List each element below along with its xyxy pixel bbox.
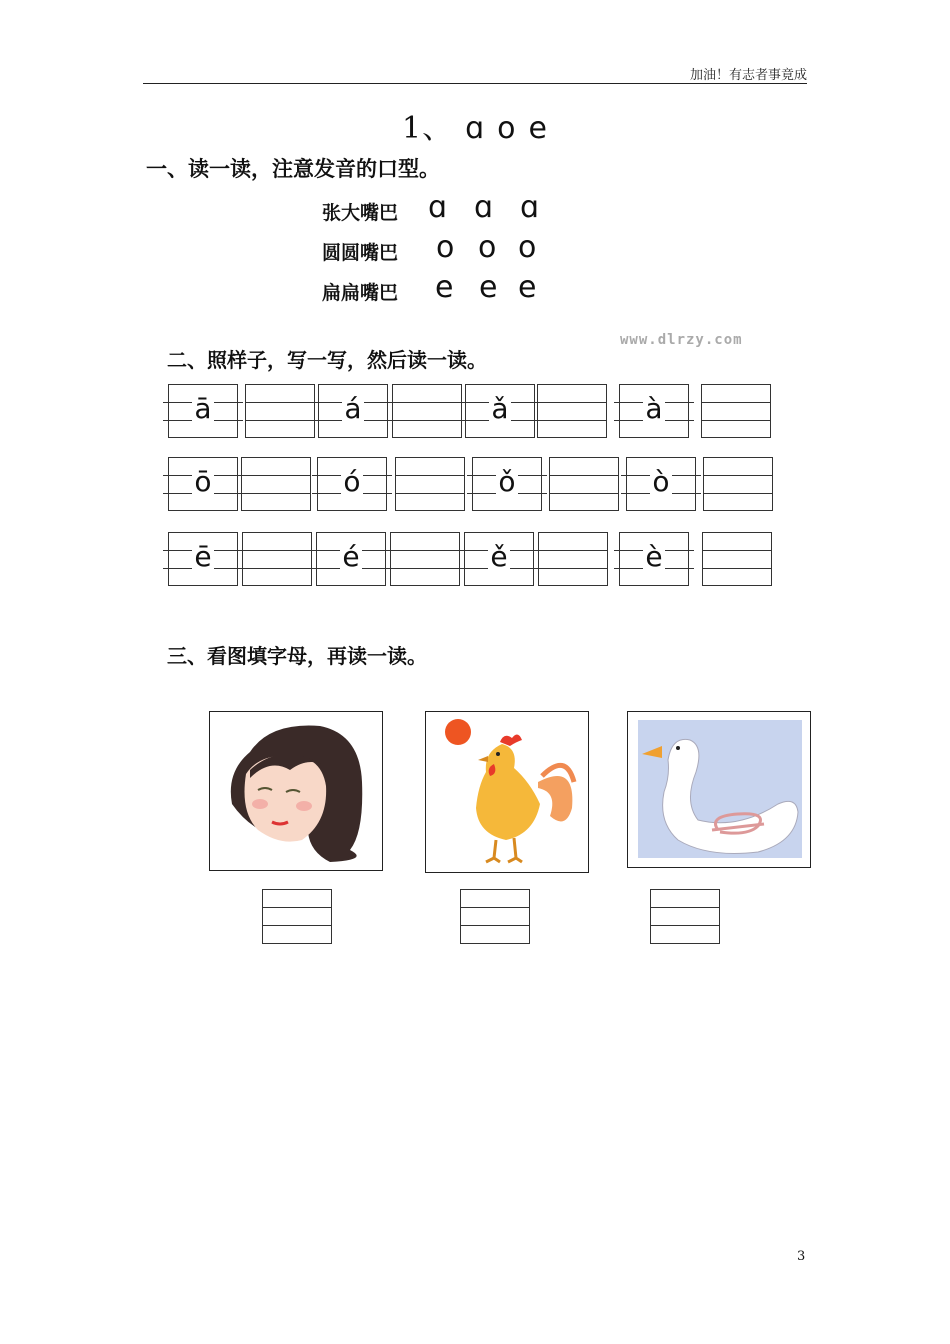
example-cell [317,457,387,511]
writing-cell[interactable] [242,532,312,586]
example-cell [464,532,534,586]
tone-example: ó [343,465,361,498]
example-cell [168,384,238,438]
vowel-letter: ɑ [474,190,494,225]
tone-example: é [342,540,360,573]
title-letter: o [497,111,517,146]
vowel-letter: e [518,270,537,305]
tone-example: ō [194,465,212,498]
section3-heading: 三、看图填字母，再读一读。 [167,644,427,668]
vowel-letter: o [478,230,497,265]
writing-cell[interactable] [395,457,465,511]
section2-heading: 二、照样子，写一写，然后读一读。 [167,348,487,372]
writing-cell[interactable] [538,532,608,586]
lesson-number: 1、 [402,111,454,146]
example-cell [626,457,696,511]
title-letter: e [528,111,548,146]
vowel-letter: e [479,270,498,305]
writing-cell[interactable] [702,532,772,586]
tone-example: è [645,540,663,573]
example-cell [619,532,689,586]
writing-cell[interactable] [703,457,773,511]
mouth-label: 扁扁嘴巴 [322,282,399,304]
mouth-label: 张大嘴巴 [322,202,399,224]
answer-box[interactable] [460,889,530,944]
tone-example: ǎ [491,392,509,425]
tone-example: ē [194,540,212,573]
header-rule [143,83,807,84]
writing-cell[interactable] [390,532,460,586]
lesson-title [0,103,950,147]
answer-box[interactable] [650,889,720,944]
writing-cell[interactable] [245,384,315,438]
example-cell [168,532,238,586]
rooster-icon [425,711,589,873]
watermark: www.dlrzy.com [620,332,743,348]
writing-cell[interactable] [392,384,462,438]
tone-example: á [344,392,362,425]
header-motto: 加油！有志者事竟成 [689,68,807,83]
vowel-letter: o [518,230,537,265]
mouth-label: 圆圆嘴巴 [322,242,399,264]
example-cell [472,457,542,511]
writing-cell[interactable] [701,384,771,438]
girl-face-icon [209,711,383,871]
tone-example: ā [194,392,212,425]
example-cell [316,532,386,586]
goose-icon [627,711,811,868]
tone-example: ě [490,540,508,573]
section1-heading: 一、读一读，注意发音的口型。 [146,157,440,181]
example-cell [168,457,238,511]
example-cell [619,384,689,438]
writing-cell[interactable] [537,384,607,438]
answer-box[interactable] [262,889,332,944]
vowel-letter: ɑ [428,190,448,225]
example-cell [465,384,535,438]
page-number: 3 [797,1249,806,1264]
title-letter: ɑ [465,111,486,146]
vowel-letter: o [436,230,455,265]
tone-example: à [645,392,663,425]
writing-cell[interactable] [549,457,619,511]
example-cell [318,384,388,438]
tone-example: ǒ [498,465,516,498]
vowel-letter: ɑ [520,190,540,225]
tone-example: ò [652,465,670,498]
writing-cell[interactable] [241,457,311,511]
vowel-letter: e [435,270,454,305]
